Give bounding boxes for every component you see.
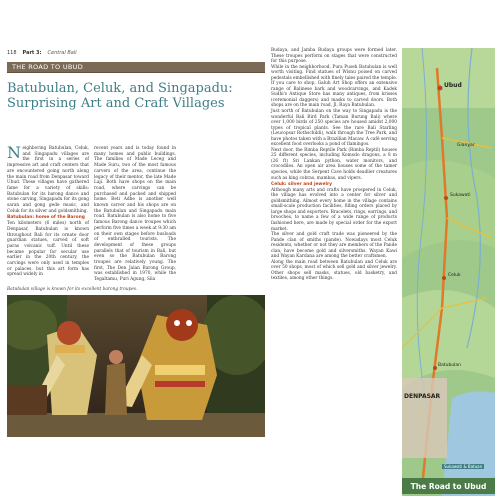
column-1: [7, 143, 89, 278]
map-label-denpasar: DENPASAR: [404, 393, 441, 400]
chapter-label: Central Bali: [47, 50, 77, 56]
article-title: Batubulan, Celuk, and Singapadu: Surprising Art and Craft Villages: [7, 81, 233, 111]
subhead-celuk: Celuk: silver and jewelry: [271, 182, 333, 188]
map-label-celuk: Celuk: [448, 273, 461, 278]
paragraph: Although many arts and crafts have prospered in Celuk, the village has evolved into a center for silver and goldsmithing. Almost every home in the village contains small-scale production facilities, filling orders placed by large shops and exporters. Bracelets, rings, earrings, and brooches, to name a few of a wide range of products fashioned here, are made by special order for the export market.: [271, 187, 397, 232]
running-header: [7, 48, 267, 58]
barong-dance-photo: [7, 295, 265, 437]
map-illustration: [402, 48, 495, 496]
map-area-tag: Sukawati & Batuan: [444, 464, 483, 469]
section-bar: [7, 62, 265, 73]
subhead-batubulan: Batubulan: home of the Barong: [7, 215, 85, 221]
column-2: [94, 146, 176, 283]
part-label: Part 3:: [22, 50, 42, 56]
paragraph: Next door, the Rimba Reptile Park (Rimba Reptil) houses 25 different species, including Komodo dragons, a 8 m (26 ft) Sri Lankan python, water monitors, and crocodiles. An open air area houses some of the tamer species, while the Serpent Cave holds deadlier creatures such as king cobras, mambas, and vipers.: [271, 147, 397, 181]
drop-cap: N: [7, 143, 21, 162]
column-3: [271, 48, 397, 282]
barong-photo-illustration: [7, 295, 265, 437]
intro-paragraph: eighboring Batubulan, Celuk, and Singapadu villages are the first in a series of impressive art and craft centers that are encountered going north along the main road from Denpasar toward Ubud. These villages have gathered fame for a variety of skills: Batubulan for its barong dance and stone carving, Singapadu for its gong saran and gong gede music, and Celuk for its silver and goldsmithing.: [7, 146, 89, 214]
section-bar-label: THE ROAD TO UBUD: [12, 63, 83, 71]
paragraph: Ten kilometers (6 miles) north of Denpasar, Batubulan is known throughout Bali for its ornate door guardian statues, carved of soft paras volcanic tuff. Until these became popular for secular use earlier in the 20th century, the carvings were only used in temples or palaces, but this art form has spread widely in: [7, 221, 89, 278]
paragraph: Along the main road between Batubulan and Celuk are over 50 shops, most of which sell gold and silver jewelry. Other shops sell masks, statues, old basketry, and textiles, among other things.: [271, 259, 397, 282]
paragraph: Budaya, and Jamba Budaya groups were formed later. These troupes perform on stages that were constructed for this purpose.: [271, 48, 397, 65]
map-title-bar: [402, 478, 495, 494]
map-label-sukawati: Sukawati: [450, 193, 471, 198]
page-number: 118: [7, 50, 17, 56]
road-to-ubud-map: [402, 48, 495, 496]
paragraph: recent years and is today found in many homes and public buildings. The families of Made Leceg and Made Suru, two of the most famous carvers of the area, continue the legacy of their mentor, the late Made Laji.: [94, 146, 176, 186]
map-label-batubulan: Batubulan: [438, 363, 462, 368]
photo-caption: Batubulan village is known for its excellent barong troupes.: [7, 287, 138, 292]
paragraph: The silver and gold craft trade was pioneered by the Pande clan of smiths (pande). Nowadays most Celuk residents, whether or not they are members of the Pande clan, have become gold and silversmiths. Wayan Kawi and Wayan Kardana are among the better craftsmen.: [271, 232, 397, 260]
map-label-ubud: Ubud: [444, 82, 462, 89]
paragraph: While in the neighborhood, Pura Puseh Batubulan is well worth visiting. Find statues of Wisnu poised on carved pedestals embellished with finely tales paired the temple. If you care to shop, Galuh Art Shop offers an extensive range of Balinese bark and woodcarvings, and Kadek Sudhi's Antique Store has many antiques, from krisses (ceremonial daggers) and masks to carved doors. Both shops are on the main road, Jl. Raya Batubulan.: [271, 64, 397, 109]
paragraph: Just north of Batubulan on the way to Singapadu is the wonderful Bali Bird Park (Taman Burung Bali) where over 1,000 birds of 250 species are housed amidst 2,000 types of tropical plants. See the rare Bali Starling (Leucopsar Rothschildi), walk through the Tree Park, and have photos taken with a Brazilian Macaw. A café serving excellent food overlooks a pond of flamingos.: [271, 109, 397, 148]
map-label-gianyar: Gianyar: [457, 143, 475, 148]
paragraph: Batubulan is also home to five famous Barong dance troupes which perform five times a week at 9:30 am on their own stages before busloads of enthralled tourists. The development of these groups parallels that of tourism in Bali, but even so the Batubulan Barong troupes are relatively young. The first, The Den Jalan Barong Group, was established in 1970, while the Tegaltamu, Puri Agung, Sila: [94, 214, 176, 283]
map-title: The Road to Ubud: [410, 481, 487, 491]
paragraph: Both have shops on the main road, where carvings can be purchased and packed and shipped home. Beti Adhe is another well known carver and his shops are on the Batubulan and Singapadu main road.: [94, 180, 176, 220]
